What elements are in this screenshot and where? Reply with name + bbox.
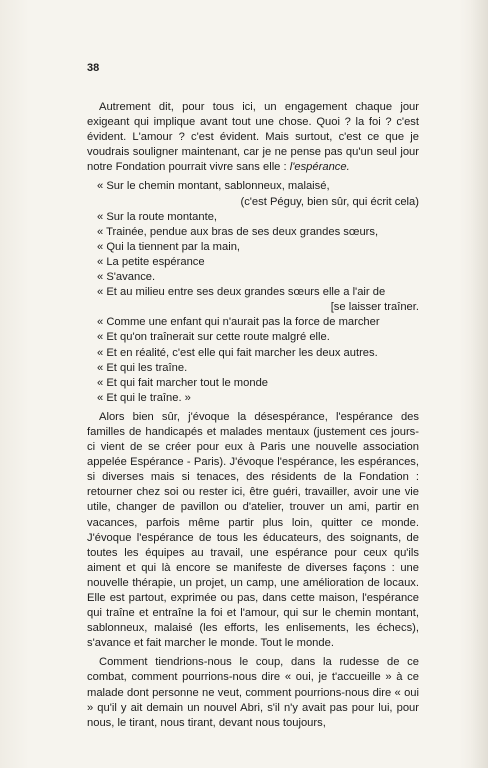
quote-line: « Comme une enfant qui n'aurait pas la force de marcher <box>97 316 380 329</box>
quote-line: « Et qui les traîne. <box>97 361 188 374</box>
page-number: 38 <box>87 62 100 74</box>
quote-line: « Et en réalité, c'est elle qui fait marcher les deux autres. <box>97 346 378 359</box>
paragraph-intro <box>87 100 419 175</box>
paragraph-combat: Comment tiendrions-nous le coup, dans la rudesse de ce combat, comment pourrions-nous dire « oui, je t'accueille » à ce malade dont personne ne veut, comment pourrions-nous dire « oui » qu'il y ait demain un nouvel Abri, s'il n'y avait pas pour lui, pour nous, le tirant, nous tirant, devant nous toujours, <box>87 656 419 729</box>
quote-line: « Et qui fait marcher tout le monde <box>97 376 269 389</box>
text-body <box>87 100 419 731</box>
quote-line: « Qui la tiennent par la main, <box>97 240 241 253</box>
quote-line: « La petite espérance <box>97 255 205 268</box>
quote-line: « Et au milieu entre ses deux grandes sœurs elle a l'air de <box>97 286 386 299</box>
quote-line: « Sur le chemin montant, sablonneux, malaisé, <box>97 180 330 193</box>
paragraph-esperance: Alors bien sûr, j'évoque la désespérance, l'espérance des familles de handicapés et malades mentaux (justement ces jours-ci vient de se créer pour eux à Paris une nouvelle association appelée Espérance - Paris). J'évoque l'espérance, les espérances, si diverses mais si tenaces, des résidents de la Fondation : retourner chez soi ou rester ici, être guéri, travailler, avoir une vie utile, changer de pavillon ou d'atelier, trouver un ami, partir en vacances, parfois même partir plus loin, quitter ce monde. J'évoque l'espérance de tous les éducateurs, des soignants, de toutes les équipes au travail, une espérance pour ceux qu'ils aiment et qui là encore se manifeste de diverses façons : une nouvelle thérapie, un projet, un camp, une amélioration de locaux. Elle est partout, exprimée ou pas, dans cette maison, l'espérance qui traîne et entraîne la foi et l'amour, qui sur le chemin montant, sablonneux, malaisé (les efforts, les enlisements, les échecs), s'avance et fait marcher le monde. Tout le monde. <box>87 410 419 650</box>
quote-attribution: (c'est Péguy, bien sûr, qui écrit cela) <box>240 195 419 208</box>
quote-line: « Et qu'on traînerait sur cette route malgré elle. <box>97 331 330 344</box>
paragraph-intro-emphasis: l'espérance. <box>289 161 350 174</box>
quote-line: « Trainée, pendue aux bras de ses deux grandes sœurs, <box>97 225 379 238</box>
quote-line: « Et qui le traîne. » <box>97 391 191 404</box>
quote-line-continuation: [se laisser traîner. <box>330 301 419 314</box>
page-edge-shadow <box>470 0 488 768</box>
quote-line: « Sur la route montante, <box>97 210 218 223</box>
paragraph-intro-text: Autrement dit, pour tous ici, un engagement chaque jour exigeant qui implique avant tout une chose. Quoi ? la foi ? c'est évident. L'amour ? c'est évident. Mais surtout, c'est ce que je voudrais souligner maintenant, car je ne pense pas qu'un seul jour notre Fondation pourrait vivre sans elle : <box>87 101 419 174</box>
peguy-quote <box>87 179 419 405</box>
quote-line: « S'avance. <box>97 271 156 284</box>
